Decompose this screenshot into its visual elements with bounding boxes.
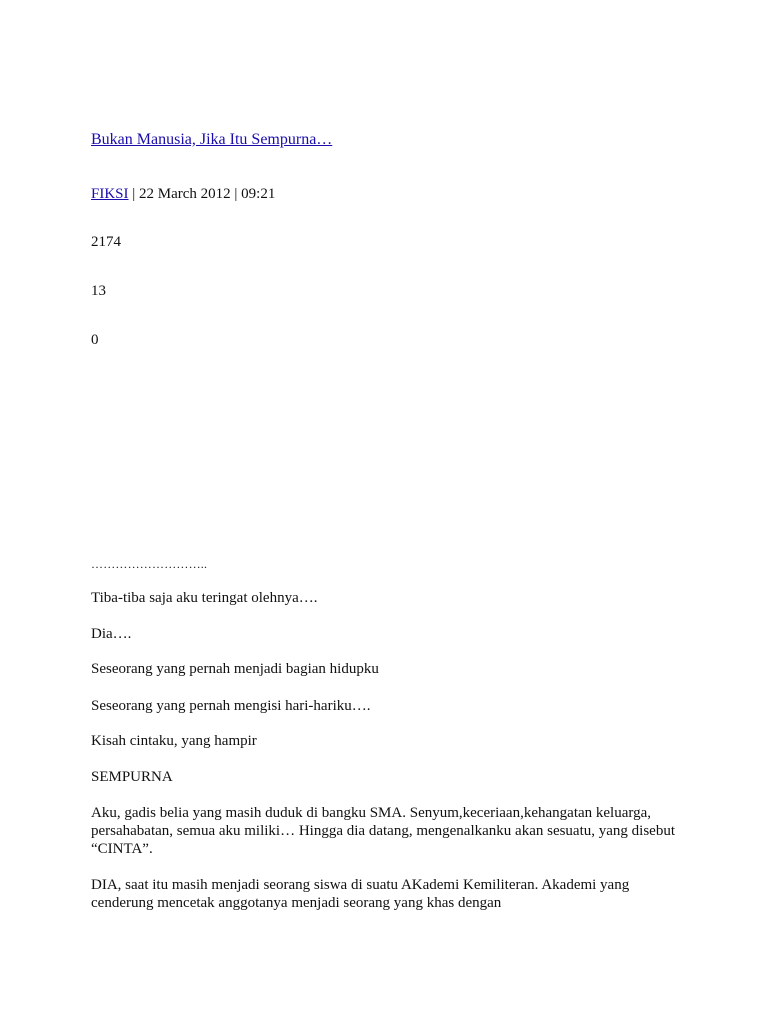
stat-views: 2174: [91, 234, 121, 250]
body-line: Seseorang yang pernah menjadi bagian hidupku: [91, 661, 379, 677]
article-meta: [91, 185, 275, 203]
body-line: Tiba-tiba saja aku teringat olehnya….: [91, 590, 318, 606]
body-line: SEMPURNA: [91, 769, 173, 785]
category-link[interactable]: FIKSI: [91, 186, 129, 202]
body-paragraph: Aku, gadis belia yang masih duduk di bangku SMA. Senyum,keceriaan,kehangatan keluarga, persahabatan, semua aku miliki… Hingga dia datang, mengenalkanku akan sesuatu, yang disebut “CINTA”.: [91, 805, 675, 857]
stat-comments: 0: [91, 332, 99, 348]
article-title[interactable]: [91, 131, 332, 149]
body-line: Dia….: [91, 626, 132, 642]
separator-dots: ………………………..: [91, 557, 208, 571]
article-date-time: | 22 March 2012 | 09:21: [128, 186, 276, 202]
body-line: Kisah cintaku, yang hampir: [91, 733, 257, 749]
article-title-link[interactable]: Bukan Manusia, Jika Itu Sempurna…: [91, 131, 333, 148]
body-paragraph: DIA, saat itu masih menjadi seorang siswa di suatu AKademi Kemiliteran. Akademi yang cenderung mencetak anggotanya menjadi seorang yang khas dengan: [91, 877, 630, 911]
stat-ratings: 13: [91, 283, 106, 299]
body-line: Seseorang yang pernah mengisi hari-hariku….: [91, 698, 371, 714]
